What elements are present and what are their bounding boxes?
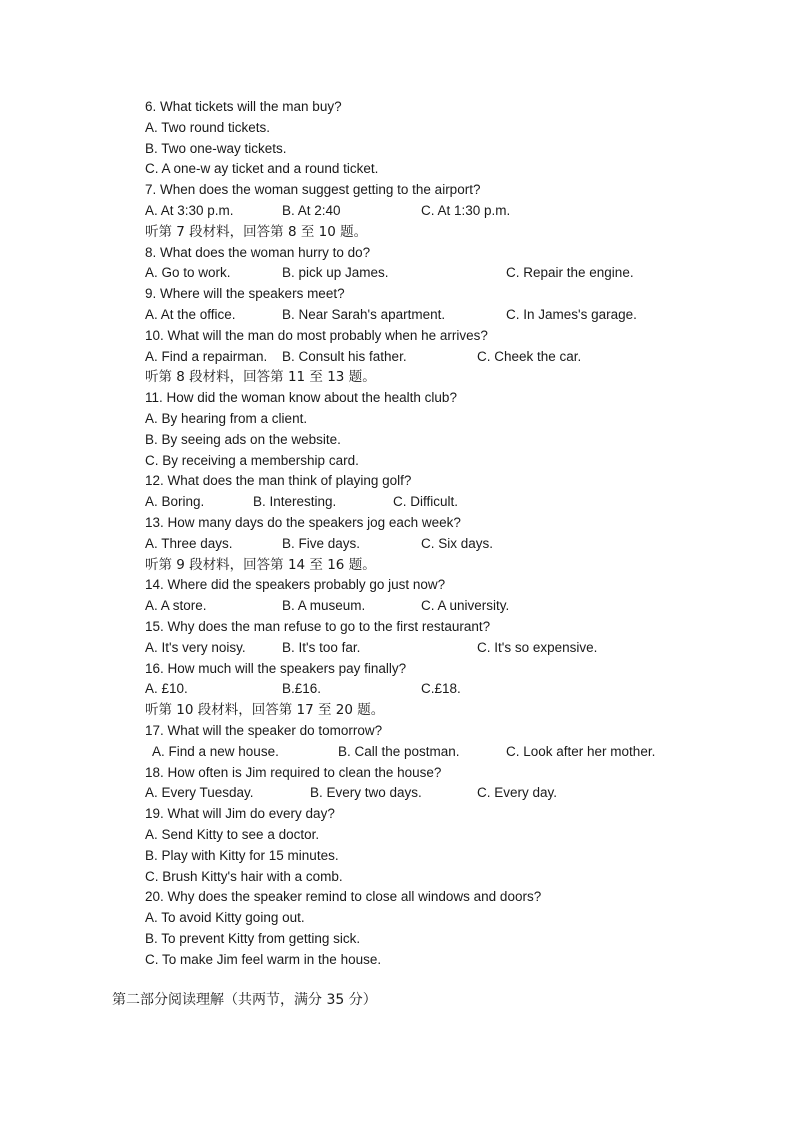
answer-option: A. At the office. [145,307,236,322]
answer-option: C. A one-w ay ticket and a round ticket. [145,161,379,177]
answer-option: A. £10. [145,681,188,697]
section-instruction: 听第 8 段材料，回答第 11 至 13 题。 [145,369,376,386]
answer-option: A. It's very noisy. [145,639,246,655]
answer-option: B. To prevent Kitty from getting sick. [145,931,361,946]
question-text: 15. Why does the man refuse to go to the first restaurant? [145,619,491,634]
answer-option: B. By seeing ads on the website. [145,431,341,447]
answer-option: B. Interesting. [253,494,337,510]
answer-option: C. Cheek the car. [477,348,582,364]
answer-option: C. At 1:30 p.m. [421,203,511,218]
answer-option: C. By receiving a membership card. [145,452,359,468]
section-instruction: 听第 10 段材料，回答第 17 至 20 题。 [145,702,385,719]
answer-option: B. At 2:40 [282,203,341,218]
answer-option: C. Six days. [421,535,494,551]
answer-option: C. A university. [421,598,510,614]
answer-option: B. Call the postman. [338,743,460,759]
answer-option: B. pick up James. [282,265,389,281]
question-text: 10. What will the man do most probably when he arrives? [145,327,488,343]
answer-option: A. Go to work. [145,265,231,281]
answer-option: B. Every two days. [310,785,422,801]
question-text: 11. How did the woman know about the health club? [145,390,457,406]
answer-option: C. It's so expensive. [477,639,598,655]
answer-option: A. Boring. [145,494,205,510]
answer-option: C. Repair the engine. [506,265,634,281]
answer-option: A. Find a new house. [152,743,279,759]
answer-option: B. A museum. [282,598,366,614]
answer-option: C.£18. [421,681,461,697]
answer-option: C. Difficult. [393,494,459,510]
answer-option: A. Every Tuesday. [145,785,254,801]
question-text: 8. What does the woman hurry to do? [145,244,371,260]
question-text: 17. What will the speaker do tomorrow? [145,723,383,738]
answer-option: A. Find a repairman. [145,348,268,364]
question-text: 12. What does the man think of playing golf? [145,473,412,489]
answer-option: C. Look after her mother. [506,743,656,759]
question-text: 6. What tickets will the man buy? [145,99,342,114]
answer-option: B.£16. [282,681,322,697]
answer-option: C. In James's garage. [506,307,637,322]
question-text: 19. What will Jim do every day? [145,806,335,822]
answer-option: C. Every day. [477,785,558,801]
answer-option: A. By hearing from a client. [145,411,308,426]
answer-option: A. Send Kitty to see a doctor. [145,827,320,842]
answer-option: B. Two one-way tickets. [145,140,287,156]
answer-option: A. At 3:30 p.m. [145,203,234,218]
answer-option: A. A store. [145,598,207,614]
answer-option: A. Two round tickets. [145,119,271,135]
question-text: 14. Where did the speakers probably go just now? [145,577,446,593]
answer-option: A. To avoid Kitty going out. [145,910,305,926]
answer-option: A. Three days. [145,535,233,551]
question-text: 7. When does the woman suggest getting to the airport? [145,182,481,198]
answer-option: B. Play with Kitty for 15 minutes. [145,847,339,863]
answer-option: B. It's too far. [282,639,361,655]
question-text: 18. How often is Jim required to clean the house? [145,764,442,780]
question-text: 13. How many days do the speakers jog each week? [145,515,461,530]
answer-option: B. Near Sarah's apartment. [282,307,446,322]
question-text: 16. How much will the speakers pay finally? [145,660,407,676]
question-text: 9. Where will the speakers meet? [145,286,345,302]
answer-option: C. To make Jim feel warm in the house. [145,951,382,967]
section-instruction: 听第 9 段材料，回答第 14 至 16 题。 [145,556,376,573]
section-instruction: 听第 7 段材料，回答第 8 至 10 题。 [145,223,368,240]
answer-option: C. Brush Kitty's hair with a comb. [145,868,343,884]
question-text: 20. Why does the speaker remind to close all windows and doors? [145,889,542,905]
section-heading: 第二部分阅读理解（共两节，满分 35 分） [112,992,377,1008]
answer-option: B. Consult his father. [282,348,407,364]
answer-option: B. Five days. [282,535,361,551]
